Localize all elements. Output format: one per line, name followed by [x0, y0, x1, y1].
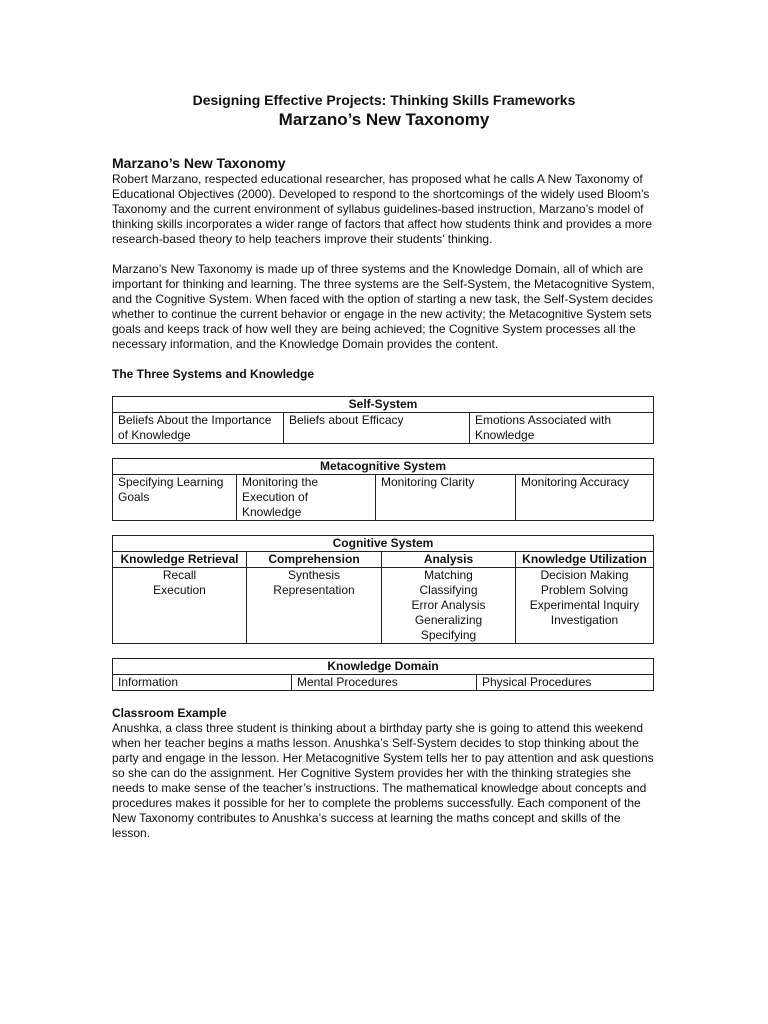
self-system-cell: Emotions Associated with Knowledge: [470, 413, 654, 444]
cognitive-cell-utilization: [516, 568, 654, 644]
metacognitive-system-table: [112, 458, 654, 521]
metacognitive-cell: Specifying Learning Goals: [113, 475, 237, 521]
knowledge-domain-cell: Mental Procedures: [292, 675, 477, 691]
cognitive-cell-analysis: [382, 568, 516, 644]
section-title: Marzano’s New Taxonomy: [112, 155, 286, 171]
cognitive-item: Experimental Inquiry: [529, 598, 640, 612]
classroom-example-title: Classroom Example: [112, 706, 227, 720]
cognitive-header: Comprehension: [247, 552, 382, 568]
document-page: [112, 92, 656, 841]
metacognitive-cell: Monitoring the Execution of Knowledge: [237, 475, 376, 521]
cognitive-header: Analysis: [382, 552, 516, 568]
cognitive-item: Recall: [162, 568, 197, 582]
self-system-table: [112, 396, 654, 444]
knowledge-domain-title: Knowledge Domain: [113, 659, 654, 675]
cognitive-item: Investigation: [550, 613, 619, 627]
cognitive-system-title: Cognitive System: [113, 536, 654, 552]
cognitive-header: Knowledge Retrieval: [113, 552, 247, 568]
cognitive-header: Knowledge Utilization: [516, 552, 654, 568]
cognitive-item: Decision Making: [540, 568, 629, 582]
metacognitive-system-title: Metacognitive System: [113, 459, 654, 475]
classroom-example-text: Anushka, a class three student is thinking about a birthday party she is going to attend this weekend when her teacher begins a maths lesson. Anushka’s Self-System decides to stop thinking about the party and engage in the lesson. Her Metacognitive System tells her to pay attention and ask questions so she can do the assignment. Her Cognitive System provides her with the thinking strategies she needs to make sense of the teacher’s instructions. The mathematical knowledge about concepts and procedures makes it possible for her to complete the problems successfully. Each component of the New Taxonomy contributes to Anushka’s success at learning the maths concept and skills of the lesson.: [112, 721, 654, 840]
knowledge-domain-table: [112, 658, 654, 691]
header-subtitle: Designing Effective Projects: Thinking Skills Frameworks: [192, 92, 576, 108]
cognitive-cell-comprehension: [247, 568, 382, 644]
systems-paragraph: Marzano’s New Taxonomy is made up of three systems and the Knowledge Domain, all of which are important for thinking and learning. The three systems are the Self-System, the Metacognitive System, and the Cognitive System. When faced with the option of starting a new task, the Self-System decides whether to continue the current behavior or engage in the new activity; the Metacognitive System sets goals and keeps track of how well they are being achieved; the Cognitive System processes all the necessary information, and the Knowledge Domain provides the content.: [112, 262, 655, 351]
cognitive-item: Representation: [273, 583, 355, 597]
document-header: [112, 92, 656, 131]
metacognitive-cell: Monitoring Clarity: [376, 475, 516, 521]
systems-subtitle: The Three Systems and Knowledge: [112, 367, 315, 381]
cognitive-item: Matching: [424, 568, 473, 582]
metacognitive-cell: Monitoring Accuracy: [516, 475, 654, 521]
self-system-title: Self-System: [113, 397, 654, 413]
cognitive-cell-retrieval: [113, 568, 247, 644]
cognitive-item: Execution: [153, 583, 206, 597]
cognitive-item: Error Analysis: [411, 598, 486, 612]
cognitive-system-table: [112, 535, 654, 644]
cognitive-item: Specifying: [420, 628, 477, 642]
cognitive-item: Synthesis: [287, 568, 341, 582]
self-system-cell: Beliefs About the Importance of Knowledge: [113, 413, 284, 444]
knowledge-domain-cell: Physical Procedures: [477, 675, 654, 691]
intro-paragraph: Robert Marzano, respected educational researcher, has proposed what he calls A New Taxonomy of Educational Objectives (2000). Developed to respond to the shortcomings of the widely used Bloom’s Taxonomy and the current environment of syllabus guidelines-based instruction, Marzano’s model of thinking skills incorporates a wider range of factors that affect how students think and provides a more research-based theory to help teachers improve their students’ thinking.: [112, 172, 653, 246]
self-system-cell: Beliefs about Efficacy: [284, 413, 470, 444]
header-title: Marzano’s New Taxonomy: [278, 110, 490, 129]
cognitive-item: Generalizing: [414, 613, 483, 627]
cognitive-item: Classifying: [419, 583, 478, 597]
cognitive-item: Problem Solving: [540, 583, 629, 597]
knowledge-domain-cell: Information: [113, 675, 292, 691]
